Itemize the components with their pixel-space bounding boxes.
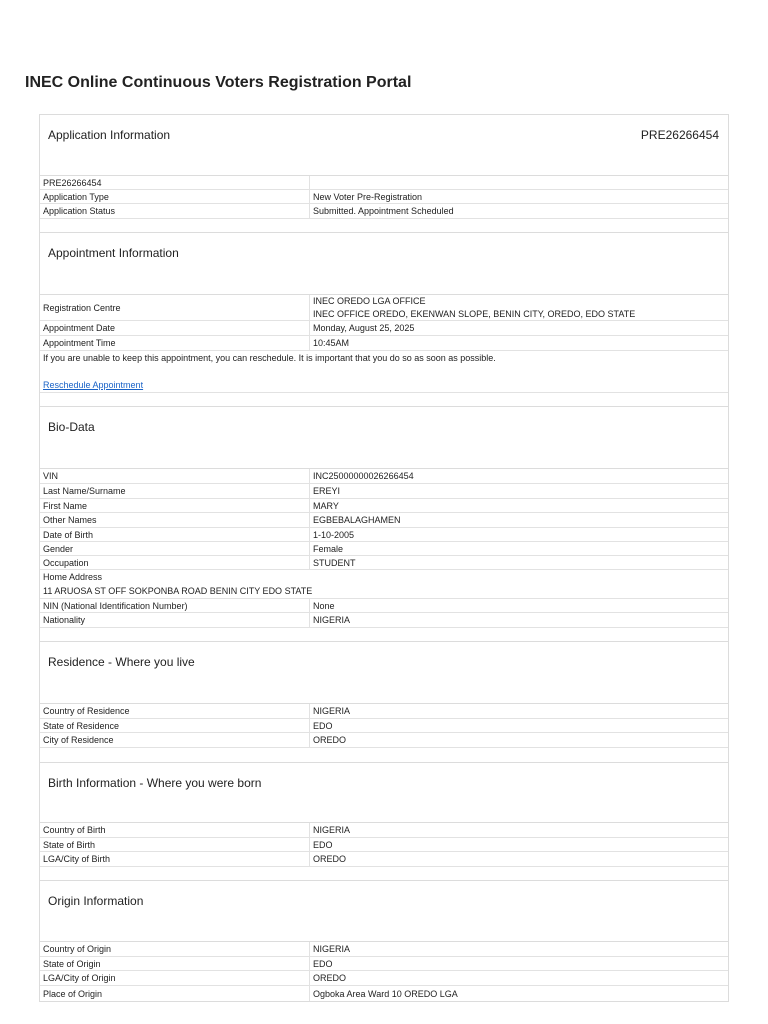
nin-row [40, 599, 728, 613]
country-of-residence-row [40, 704, 728, 719]
appointment-info-title: Appointment Information [48, 246, 179, 260]
lga-of-birth-row [40, 852, 728, 867]
application-type-value: New Voter Pre-Registration [313, 191, 423, 202]
appointment-time-value: 10:45AM [313, 338, 350, 348]
last-name-row [40, 484, 728, 499]
state-of-birth-row [40, 838, 728, 852]
empty-cell [310, 176, 728, 189]
lga-of-birth-value: OREDO [313, 854, 347, 864]
country-of-birth-label: Country of Birth [40, 823, 310, 837]
other-names-value: EGBEBALAGHAMEN [313, 515, 401, 525]
application-number-row [40, 176, 728, 190]
country-of-birth-row [40, 823, 728, 838]
other-names-row [40, 513, 728, 528]
state-of-origin-row [40, 957, 728, 971]
section-spacer [40, 628, 728, 642]
state-of-residence-value: EDO [313, 720, 333, 731]
place-of-origin-label: Place of Origin [40, 986, 310, 1001]
residence-header [40, 642, 728, 704]
origin-info-header [40, 881, 728, 942]
origin-info-title: Origin Information [48, 894, 144, 908]
state-of-birth-value: EDO [313, 839, 333, 850]
nin-label: NIN (National Identification Number) [40, 599, 310, 612]
country-of-birth-value: NIGERIA [313, 825, 351, 835]
section-spacer [40, 748, 728, 763]
application-status-row [40, 204, 728, 219]
state-of-residence-label: State of Residence [40, 719, 310, 732]
state-of-origin-value: EDO [313, 958, 333, 969]
vin-value: INC25000000026266454 [313, 471, 414, 481]
first-name-row [40, 499, 728, 513]
city-of-residence-row [40, 733, 728, 748]
gender-value: Female [313, 543, 344, 554]
nationality-label: Nationality [40, 613, 310, 627]
vin-row [40, 469, 728, 484]
dob-row [40, 528, 728, 542]
reschedule-appointment-link[interactable]: Reschedule Appointment [43, 380, 144, 390]
first-name-label: First Name [40, 499, 310, 512]
appointment-info-header [40, 233, 728, 295]
occupation-label: Occupation [40, 556, 310, 569]
state-of-origin-label: State of Origin [40, 957, 310, 970]
first-name-value: MARY [313, 500, 339, 511]
application-number-value: PRE26266454 [40, 176, 310, 189]
application-number-header: PRE26266454 [640, 128, 719, 142]
gender-label: Gender [40, 542, 310, 555]
home-address-label: Home Address [43, 572, 103, 582]
biodata-header [40, 407, 728, 469]
application-info-header [40, 115, 728, 176]
country-of-origin-label: Country of Origin [40, 942, 310, 956]
city-of-residence-value: OREDO [313, 735, 347, 745]
country-of-residence-value: NIGERIA [313, 706, 351, 716]
gender-row [40, 542, 728, 556]
city-of-residence-label: City of Residence [40, 733, 310, 747]
registration-centre-row [40, 295, 728, 321]
application-status-label: Application Status [40, 204, 310, 218]
residence-title: Residence - Where you live [48, 655, 195, 669]
nationality-row [40, 613, 728, 628]
lga-of-origin-value: OREDO [313, 973, 347, 983]
nationality-value: NIGERIA [313, 615, 351, 625]
country-of-residence-label: Country of Residence [40, 704, 310, 718]
application-status-value: Submitted. Appointment Scheduled [313, 206, 454, 216]
occupation-value: STUDENT [313, 557, 356, 568]
dob-value: 1-10-2005 [313, 529, 355, 540]
other-names-label: Other Names [40, 513, 310, 527]
lga-of-origin-label: LGA/City of Origin [40, 971, 310, 985]
application-record [39, 114, 729, 1002]
registration-centre-name: INEC OREDO LGA OFFICE [313, 295, 426, 306]
appointment-time-row [40, 336, 728, 351]
appointment-date-row [40, 321, 728, 336]
home-address-block [40, 570, 728, 599]
registration-centre-value [310, 295, 728, 320]
lga-of-birth-label: LGA/City of Birth [40, 852, 310, 866]
application-info-title: Application Information [48, 128, 171, 142]
reschedule-notice-block [40, 351, 728, 393]
state-of-residence-row [40, 719, 728, 733]
registration-centre-address: INEC OFFICE OREDO, EKENWAN SLOPE, BENIN CITY, OREDO, EDO STATE [313, 308, 636, 319]
reschedule-notice: If you are unable to keep this appointment, you can reschedule. It is important that you do so as soon as possible. [43, 353, 496, 363]
application-type-row [40, 190, 728, 204]
page-title: INEC Online Continuous Voters Registration Portal [25, 74, 412, 91]
country-of-origin-value: NIGERIA [313, 944, 351, 954]
place-of-origin-value: Ogboka Area Ward 10 OREDO LGA [313, 988, 458, 999]
registration-centre-label: Registration Centre [40, 295, 310, 320]
occupation-row [40, 556, 728, 570]
application-type-label: Application Type [40, 190, 310, 203]
lga-of-origin-row [40, 971, 728, 986]
nin-value: None [313, 600, 335, 611]
dob-label: Date of Birth [40, 528, 310, 541]
section-spacer [40, 393, 728, 407]
vin-label: VIN [40, 469, 310, 483]
home-address-value: 11 ARUOSA ST OFF SOKPONBA ROAD BENIN CITY EDO STATE [43, 586, 313, 596]
section-spacer [40, 219, 728, 233]
appointment-date-label: Appointment Date [40, 321, 310, 335]
state-of-birth-label: State of Birth [40, 838, 310, 851]
last-name-value: EREYI [313, 486, 341, 496]
birth-info-header [40, 763, 728, 823]
appointment-date-value: Monday, August 25, 2025 [313, 323, 415, 333]
appointment-time-label: Appointment Time [40, 336, 310, 350]
country-of-origin-row [40, 942, 728, 957]
last-name-label: Last Name/Surname [40, 484, 310, 498]
place-of-origin-row [40, 986, 728, 1001]
section-spacer [40, 867, 728, 881]
biodata-title: Bio-Data [48, 420, 95, 434]
birth-info-title: Birth Information - Where you were born [48, 776, 262, 790]
